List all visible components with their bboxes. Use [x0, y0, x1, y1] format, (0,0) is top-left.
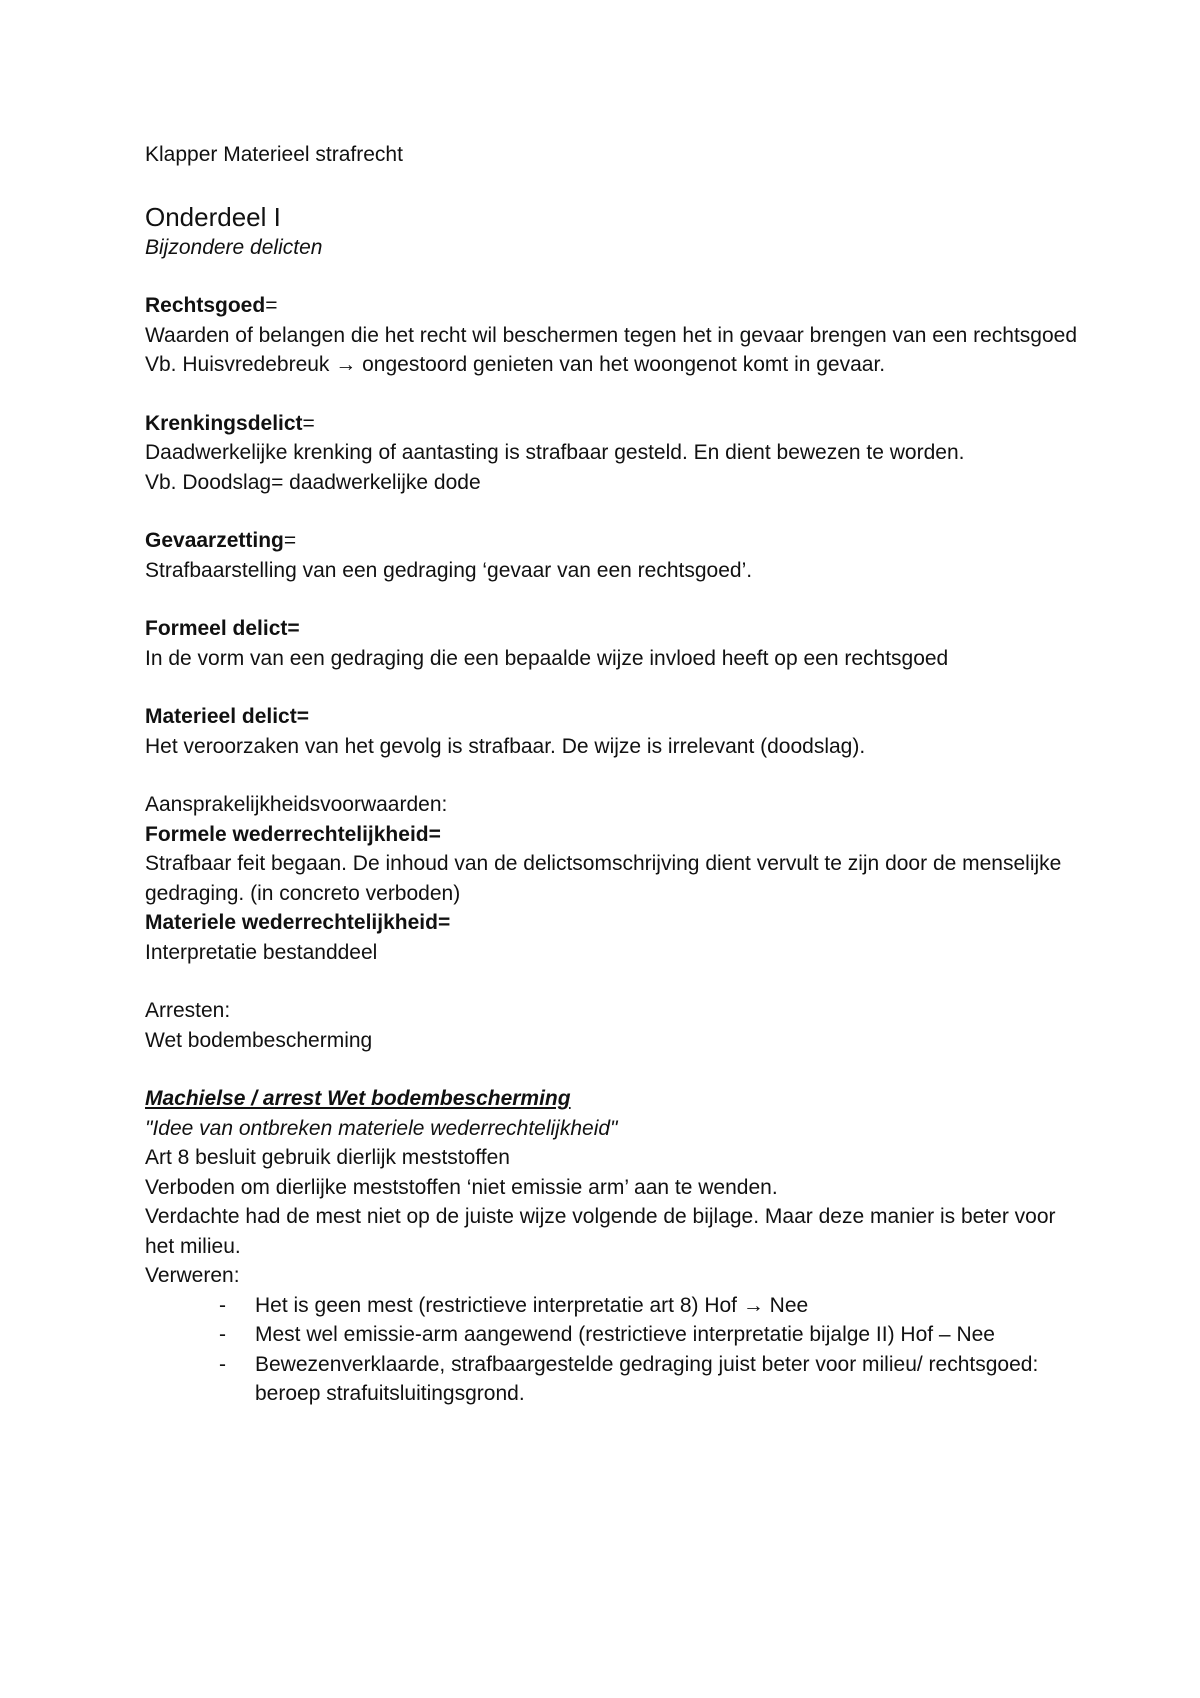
material-unlawfulness-text: Interpretatie bestanddeel — [145, 940, 378, 964]
section-rechtsgoed — [145, 291, 1090, 380]
case-quote: "Idee van ontbreken materiele wederrechtelijkheid" — [145, 1116, 618, 1140]
section-term-suffix: = — [265, 294, 278, 317]
section-term: Formeel delict= — [145, 617, 300, 640]
section-gevaarzetting — [145, 526, 1090, 585]
section-text: Het veroorzaken van het gevolg is strafbaar. De wijze is irrelevant (doodslag). — [145, 734, 866, 758]
section-term: Materieel delict= — [145, 705, 309, 728]
list-item — [145, 1291, 1090, 1321]
section-text: Strafbaarstelling van een gedraging ‘gevaar van een rechtsgoed’. — [145, 558, 753, 582]
part-subtitle: Bijzondere delicten — [145, 235, 323, 259]
formal-unlawfulness-term: Formele wederrechtelijkheid= — [145, 822, 441, 846]
section-term: Gevaarzetting — [145, 529, 284, 552]
dash-bullet: - — [219, 1352, 226, 1376]
section-krenkingsdelict — [145, 409, 1090, 498]
section-case — [145, 1084, 1090, 1409]
section-liability — [145, 790, 1090, 967]
section-term-suffix: = — [283, 529, 297, 552]
case-text: Art 8 besluit gebruik dierlijk meststoffen — [145, 1146, 510, 1169]
case-text: Verboden om dierlijke meststoffen ‘niet emissie arm’ aan te wenden. — [145, 1175, 778, 1199]
rulings-heading: Arresten: — [145, 999, 231, 1022]
material-unlawfulness-term: Materiele wederrechtelijkheid= — [145, 911, 451, 934]
formal-unlawfulness-text: Strafbaar feit begaan. De inhoud van de delictsomschrijving dient vervult te zijn door de menselijke gedraging. (in concreto verboden) — [145, 852, 1062, 905]
section-text: Vb. Doodslag= daadwerkelijke dode — [145, 470, 481, 494]
section-materieel-delict — [145, 702, 1090, 761]
case-text: Verdachte had de mest niet op de juiste wijze volgende de bijlage. Maar deze manier is beter voor het milieu. — [145, 1205, 1056, 1258]
document-body — [145, 140, 1090, 1409]
section-term-line — [145, 291, 1090, 321]
section-rulings — [145, 996, 1090, 1055]
part-heading: Onderdeel I — [145, 201, 281, 232]
section-text: In de vorm van een gedraging die een bepaalde wijze invloed heeft op een rechtsgoed — [145, 646, 949, 670]
list-item — [145, 1320, 1090, 1350]
case-title: Machielse / arrest Wet bodembescherming — [145, 1087, 571, 1110]
section-term: Krenkingsdelict — [145, 411, 303, 435]
section-term-line — [145, 526, 1090, 556]
section-term: Rechtsgoed — [145, 294, 266, 317]
case-text: Verweren: — [145, 1264, 240, 1287]
section-term-suffix: = — [302, 411, 315, 435]
list-item — [145, 1350, 1090, 1409]
rulings-item: Wet bodembescherming — [145, 1028, 373, 1052]
section-term-line — [145, 409, 1090, 439]
dash-bullet: - — [219, 1323, 226, 1346]
section-formeel-delict — [145, 614, 1090, 673]
section-text: Daadwerkelijke krenking of aantasting is strafbaar gesteld. En dient bewezen te worden. — [145, 441, 965, 464]
liability-heading: Aansprakelijkheidsvoorwaarden: — [145, 793, 448, 816]
document-title: Klapper Materieel strafrecht — [145, 143, 403, 166]
defenses-list — [145, 1291, 1090, 1409]
section-text: Vb. Huisvredebreuk → ongestoord genieten van het woongenot komt in gevaar. — [145, 353, 886, 376]
defense-text: Mest wel emissie-arm aangewend (restrictieve interpretatie bijalge II) Hof – Nee — [255, 1323, 995, 1346]
dash-bullet: - — [219, 1293, 226, 1317]
defense-text: Het is geen mest (restrictieve interpretatie art 8) Hof → Nee — [255, 1293, 809, 1317]
defense-text: Bewezenverklaarde, strafbaargestelde gedraging juist beter voor milieu/ rechtsgoed: beroep strafuitsluitingsgrond. — [255, 1352, 1039, 1405]
section-text: Waarden of belangen die het recht wil beschermen tegen het in gevaar brengen van een rechtsgoed — [145, 323, 1078, 347]
